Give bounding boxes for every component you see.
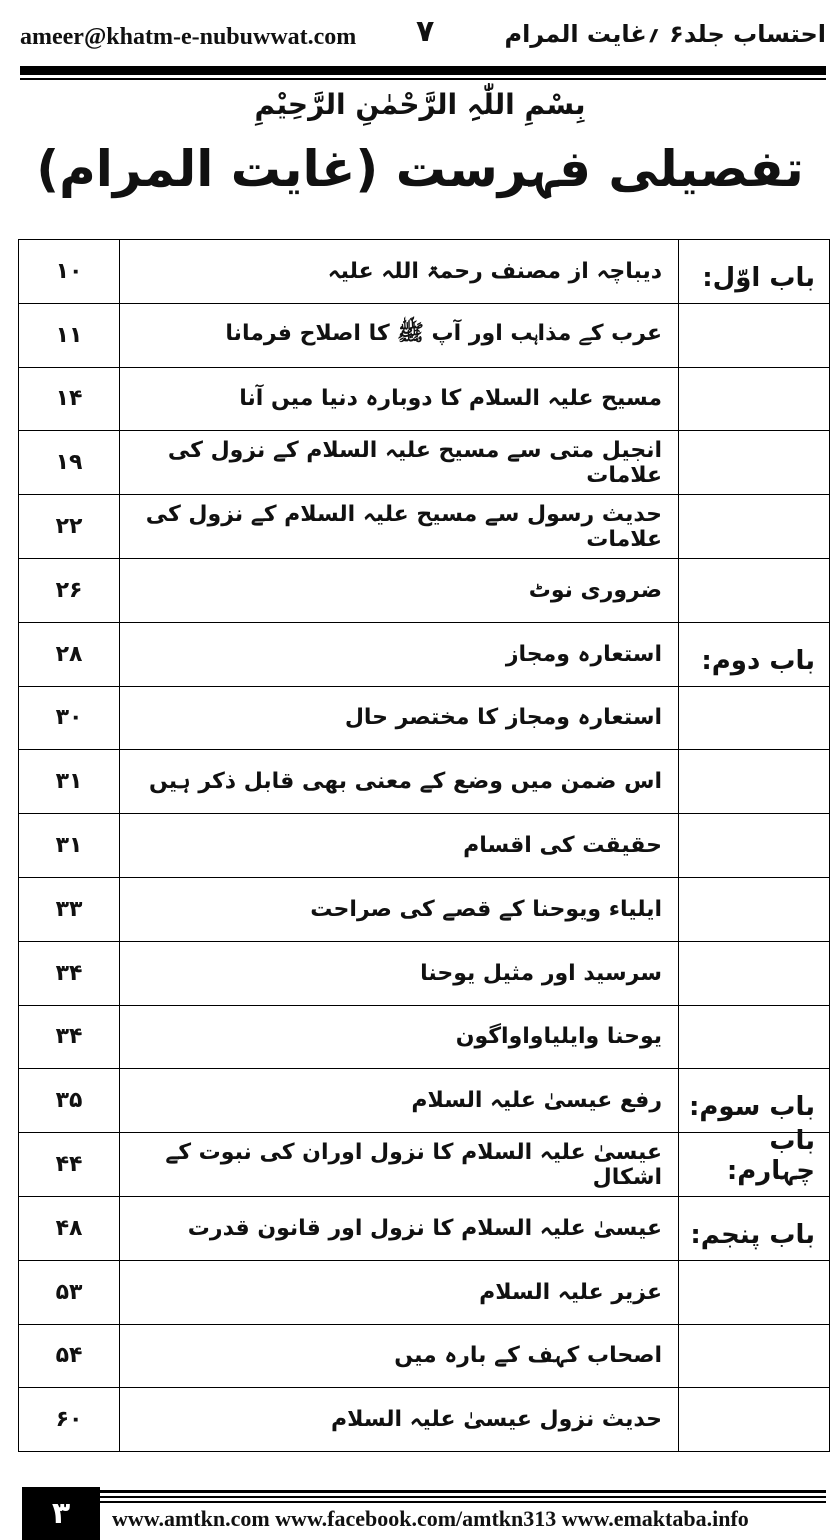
toc-topic: سرسید اور مثیل یوحنا [120, 942, 679, 1005]
table-row [19, 495, 829, 559]
footer-rule [100, 1490, 826, 1493]
toc-topic: عزیر علیہ السلام [120, 1261, 679, 1324]
toc-topic: دیباچہ از مصنف رحمۃ اللہ علیہ [120, 240, 679, 303]
toc-page-number: ۱۰ [19, 240, 120, 303]
toc-topic: حقیقت کی اقسام [120, 814, 679, 877]
toc-topic: عرب کے مذاہب اور آپ ﷺ کا اصلاح فرمانا [120, 304, 679, 367]
toc-page-number: ۲۲ [19, 495, 120, 558]
table-row [19, 431, 829, 495]
table-row [19, 1261, 829, 1325]
toc-chapter [679, 814, 829, 877]
table-row [19, 1069, 829, 1133]
toc-page-number: ۳۵ [19, 1069, 120, 1132]
footer-rule [100, 1496, 826, 1498]
toc-page-number: ۱۴ [19, 368, 120, 431]
header-rule-thick [20, 66, 826, 75]
header-email: ameer@khatm-e-nubuwwat.com [20, 24, 357, 50]
toc-chapter [679, 1388, 829, 1451]
toc-page-number: ۴۸ [19, 1197, 120, 1260]
toc-topic: عیسیٰ علیہ السلام کا نزول اوران کی نبوت کے اشکال [120, 1133, 679, 1196]
toc-chapter [679, 750, 829, 813]
toc-chapter [679, 495, 829, 558]
toc-page-number: ۲۶ [19, 559, 120, 622]
toc-topic: اصحاب کہف کے بارہ میں [120, 1325, 679, 1388]
toc-topic: اس ضمن میں وضع کے معنی بھی قابل ذکر ہیں [120, 750, 679, 813]
toc-page-number: ۴۴ [19, 1133, 120, 1196]
table-row [19, 368, 829, 432]
footer-page-number: ۳ [22, 1487, 100, 1540]
table-row [19, 1006, 829, 1070]
toc-page-number: ۱۱ [19, 304, 120, 367]
toc-topic: رفع عیسیٰ علیہ السلام [120, 1069, 679, 1132]
table-row [19, 1197, 829, 1261]
table-row [19, 1325, 829, 1389]
page-title: تفصیلی فہرست (غایت المرام) [36, 140, 804, 198]
toc-page-number: ۱۹ [19, 431, 120, 494]
page-header [20, 10, 826, 66]
toc-chapter [679, 1006, 829, 1069]
toc-topic: ایلیاء ویوحنا کے قصے کی صراحت [120, 878, 679, 941]
toc-chapter: باب پنجم: [690, 1219, 815, 1250]
toc-chapter [679, 942, 829, 1005]
toc-chapter [679, 878, 829, 941]
toc-chapter [679, 304, 829, 367]
toc-page-number: ۵۴ [19, 1325, 120, 1388]
toc-page-number: ۳۳ [19, 878, 120, 941]
table-row [19, 623, 829, 687]
header-rule-thin [20, 78, 826, 80]
table-row [19, 559, 829, 623]
toc-page-number: ۳۴ [19, 1006, 120, 1069]
toc-page-number: ۳۱ [19, 814, 120, 877]
toc-page-number: ۵۳ [19, 1261, 120, 1324]
toc-chapter: باب سوم: [688, 1092, 815, 1123]
table-row [19, 814, 829, 878]
table-row [19, 878, 829, 942]
toc-topic: انجیل متی سے مسیح علیہ السلام کے نزول کی علامات [120, 431, 679, 494]
toc-page-number: ۲۸ [19, 623, 120, 686]
header-page-number: ۷ [416, 14, 435, 49]
table-row [19, 304, 829, 368]
table-row [19, 942, 829, 1006]
toc-topic: حدیث رسول سے مسیح علیہ السلام کے نزول کی علامات [120, 495, 679, 558]
toc-page-number: ۳۰ [19, 687, 120, 750]
toc-page-number: ۳۱ [19, 750, 120, 813]
table-of-contents [18, 239, 830, 1452]
toc-chapter [679, 687, 829, 750]
header-book-title: احتساب جلد۶ ؍غایت المرام [504, 20, 826, 48]
toc-chapter [679, 368, 829, 431]
table-row [19, 750, 829, 814]
toc-chapter: باب چہارم: [726, 1125, 815, 1186]
toc-page-number: ۳۴ [19, 942, 120, 1005]
footer-rule [100, 1501, 826, 1503]
table-row [19, 1388, 829, 1452]
toc-topic: ضروری نوٹ [120, 559, 679, 622]
toc-chapter: باب اوّل: [702, 262, 815, 293]
table-row [19, 240, 829, 304]
toc-chapter [679, 559, 829, 622]
toc-chapter [679, 431, 829, 494]
toc-topic: یوحنا وایلیاواواگون [120, 1006, 679, 1069]
footer-links: www.amtkn.com www.facebook.com/amtkn313 www.emaktaba.info [112, 1506, 749, 1531]
toc-topic: حدیث نزول عیسیٰ علیہ السلام [120, 1388, 679, 1451]
toc-topic: استعارہ ومجاز [120, 623, 679, 686]
toc-chapter [679, 1325, 829, 1388]
toc-page-number: ۶۰ [19, 1388, 120, 1451]
basmala: بِسْمِ اللّٰہِ الرَّحْمٰنِ الرَّحِیْمِ [254, 88, 586, 121]
table-row [19, 687, 829, 751]
toc-topic: مسیح علیہ السلام کا دوبارہ دنیا میں آنا [120, 368, 679, 431]
toc-topic: عیسیٰ علیہ السلام کا نزول اور قانون قدرت [120, 1197, 679, 1260]
toc-chapter [679, 1261, 829, 1324]
toc-topic: استعارہ ومجاز کا مختصر حال [120, 687, 679, 750]
table-row [19, 1125, 829, 1197]
toc-chapter: باب دوم: [701, 645, 815, 676]
